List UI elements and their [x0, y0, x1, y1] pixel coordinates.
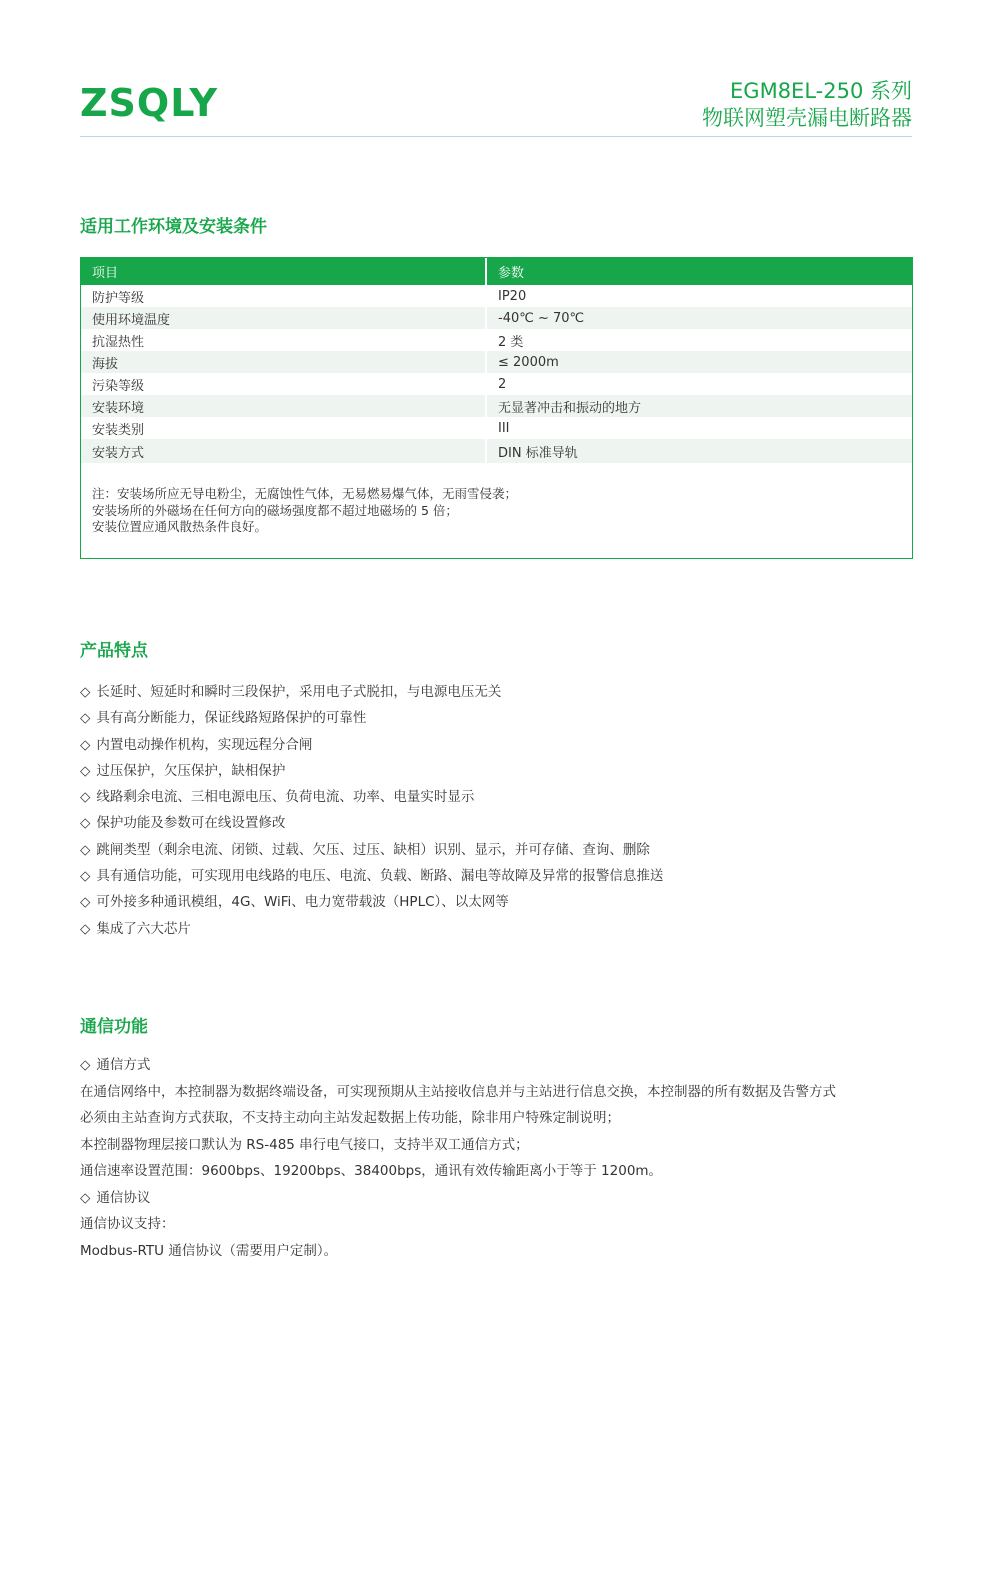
row-value: DIN 标准导轨 [486, 439, 912, 463]
header-param: 参数 [486, 258, 912, 285]
feature-text: 长延时、短延时和瞬时三段保护，采用电子式脱扣，与电源电压无关 [96, 684, 502, 700]
feature-text: 集成了六大芯片 [96, 920, 191, 937]
page-header [80, 70, 912, 137]
feature-text: 可外接多种通讯模组，4G、WiFi、电力宽带载波（HPLC）、以太网等 [96, 894, 509, 911]
section-title-comm: 通信功能 [80, 1017, 148, 1037]
row-value: III [498, 420, 510, 436]
list-item [80, 916, 663, 942]
table-row [81, 395, 912, 417]
table-row [81, 417, 912, 439]
list-item [80, 705, 663, 731]
comm-line: 通信速率设置范围：9600bps、19200bps、38400bps，通讯有效传输距离小于等于 1200m。 [80, 1163, 663, 1179]
feature-text: 内置电动操作机构，实现远程分合闸 [96, 736, 313, 753]
row-item: 抗湿热性 [81, 329, 486, 351]
list-item [80, 732, 663, 758]
header-item: 项目 [81, 258, 486, 285]
diamond-bullet-icon: ◇ [80, 710, 91, 727]
diamond-bullet-icon: ◇ [80, 815, 91, 832]
feature-text: 过压保护，欠压保护，缺相保护 [96, 762, 286, 779]
comm-mode-title: 通信方式 [96, 1057, 151, 1073]
row-value: IP20 [498, 288, 527, 304]
feature-text: 线路剩余电流、三相电源电压、负荷电流、功率、电量实时显示 [96, 789, 475, 806]
feature-list [80, 679, 663, 942]
diamond-bullet-icon: ◇ [80, 1189, 91, 1206]
comm-line: 在通信网络中，本控制器为数据终端设备，可实现预期从主站接收信息并与主站进行信息交换，本控制器的所有数据及告警方式 [80, 1083, 836, 1100]
table-row [81, 373, 912, 395]
comm-protocol-title: 通信协议 [96, 1189, 151, 1206]
comm-protocol-heading [80, 1185, 920, 1212]
diamond-bullet-icon: ◇ [80, 684, 91, 700]
feature-text: 具有通信功能，可实现用电线路的电压、电流、负载、断路、漏电等故障及异常的报警信息推送 [96, 868, 664, 885]
spec-table-header [81, 258, 912, 285]
row-item: 安装方式 [81, 439, 486, 463]
list-item [80, 679, 663, 705]
section-title-env: 适用工作环境及安装条件 [80, 217, 267, 237]
table-row [81, 285, 912, 307]
row-item: 防护等级 [81, 285, 486, 307]
row-item: 安装类别 [81, 417, 486, 439]
table-row [81, 439, 912, 463]
table-row [81, 307, 912, 329]
comm-line: 本控制器物理层接口默认为 RS-485 串行电气接口，支持半双工通信方式； [80, 1136, 529, 1153]
table-row [81, 351, 912, 373]
diamond-bullet-icon: ◇ [80, 789, 91, 806]
feature-text: 保护功能及参数可在线设置修改 [96, 815, 286, 832]
diamond-bullet-icon: ◇ [80, 762, 91, 779]
feature-text: 具有高分断能力，保证线路短路保护的可靠性 [96, 710, 367, 727]
spec-table [81, 258, 912, 463]
row-item: 安装环境 [81, 395, 486, 417]
installation-notes [92, 486, 517, 536]
diamond-bullet-icon: ◇ [80, 920, 91, 937]
note-line: 注：安装场所应无导电粉尘，无腐蚀性气体，无易燃易爆气体，无雨雪侵袭； [92, 486, 518, 501]
row-item: 海拔 [81, 351, 486, 373]
comm-line: 必须由主站查询方式获取，不支持主动向主站发起数据上传功能，除非用户特殊定制说明； [80, 1110, 620, 1126]
section-title-features: 产品特点 [80, 641, 148, 661]
comm-section [80, 1052, 920, 1264]
row-value: -40℃ ~ 70℃ [486, 307, 912, 329]
brand-logo: ZSQLY [80, 81, 219, 125]
comm-line: Modbus-RTU 通信协议（需要用户定制）。 [80, 1242, 338, 1259]
list-item [80, 863, 663, 889]
row-value: 无显著冲击和振动的地方 [486, 395, 912, 417]
list-item [80, 837, 663, 863]
comm-mode-heading [80, 1052, 920, 1079]
spec-table-box [80, 257, 913, 559]
diamond-bullet-icon: ◇ [80, 736, 91, 753]
note-line: 安装位置应通风散热条件良好。 [92, 519, 268, 534]
list-item [80, 784, 663, 810]
list-item [80, 758, 663, 784]
feature-text: 跳闸类型（剩余电流、闭锁、过载、欠压、过压、缺相）识别、显示，并可存储、查询、删除 [96, 841, 650, 858]
diamond-bullet-icon: ◇ [80, 841, 91, 858]
note-line: 安装场所的外磁场在任何方向的磁场强度都不超过地磁场的 5 倍； [92, 502, 458, 518]
series-title [702, 78, 912, 132]
list-item [80, 810, 663, 836]
table-row [81, 329, 912, 351]
row-value: ≤ 2000m [486, 351, 912, 373]
diamond-bullet-icon: ◇ [80, 1057, 91, 1073]
row-item: 使用环境温度 [81, 307, 486, 329]
diamond-bullet-icon: ◇ [80, 868, 91, 885]
list-item [80, 889, 663, 915]
series-name: EGM8EL-250 系列 [730, 79, 912, 103]
row-item: 污染等级 [81, 373, 486, 395]
diamond-bullet-icon: ◇ [80, 894, 91, 911]
row-value: 2 [498, 376, 507, 392]
row-value: 2 类 [498, 334, 524, 350]
product-name: 物联网塑壳漏电断路器 [702, 106, 912, 130]
comm-line: 通信协议支持： [80, 1216, 175, 1232]
